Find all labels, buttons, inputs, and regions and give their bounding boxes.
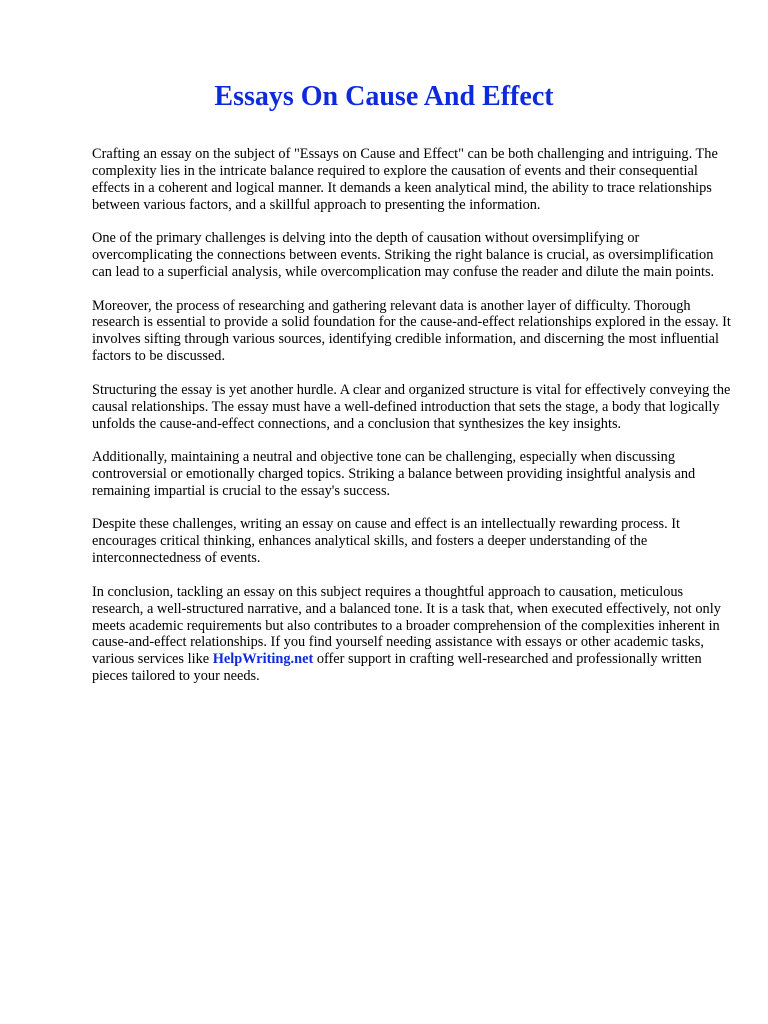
helpwriting-link[interactable]: HelpWriting.net bbox=[212, 651, 314, 668]
paragraph-rewards: Despite these challenges, writing an essay on cause and effect is an intellectually rewarding process. It encourages critical thinking, enhances analytical skills, and fosters a deeper understanding of the interconnectedness of events. bbox=[92, 516, 681, 567]
page-title: Essays On Cause And Effect bbox=[214, 81, 554, 112]
paragraph-conclusion bbox=[92, 584, 732, 685]
conclusion-text-after-link: offer support in crafting well-researched and professionally written pieces tailored to your needs. bbox=[92, 651, 702, 685]
paragraph-research: Moreover, the process of researching and gathering relevant data is another layer of difficulty. Thorough research is essential to provide a solid foundation for the cause-and-effect relationships explored in the essay. It involves sifting through various sources, identifying credible information, and discerning the most influential factors to be discussed. bbox=[92, 297, 731, 365]
paragraph-tone: Additionally, maintaining a neutral and objective tone can be challenging, especially when discussing controversial or emotionally charged topics. Striking a balance between providing insightful analysis and remaining impartial is crucial to the essay's success. bbox=[92, 449, 696, 499]
paragraph-intro: Crafting an essay on the subject of "Essays on Cause and Effect" can be both challenging and intriguing. The complexity lies in the intricate balance required to explore the causation of events and their consequential effects in a coherent and logical manner. It demands a keen analytical mind, the ability to trace relationships between various factors, and a skillful approach to presenting the information. bbox=[92, 146, 718, 213]
conclusion-text-before-link: In conclusion, tackling an essay on this subject requires a thoughtful approach to causation, meticulous research, a well-structured narrative, and a balanced tone. It is a task that, when executed effectively, not only meets academic requirements but also contributes to a broader comprehension of the complexities inherent in cause-and-effect relationships. If you find yourself needing assistance with essays or other academic tasks, various services like bbox=[92, 583, 721, 668]
paragraph-structure: Structuring the essay is yet another hurdle. A clear and organized structure is vital for effectively conveying the causal relationships. The essay must have a well-defined introduction that sets the stage, a body that logically unfolds the cause-and-effect connections, and a conclusion that synthesizes the key insights. bbox=[92, 381, 731, 432]
paragraph-challenges: One of the primary challenges is delving into the depth of causation without oversimplifying or overcomplicating the connections between events. Striking the right balance is crucial, as oversimplification can lead to a superficial analysis, while overcomplication may confuse the reader and dilute the main points. bbox=[92, 230, 715, 281]
document-body bbox=[92, 146, 732, 702]
